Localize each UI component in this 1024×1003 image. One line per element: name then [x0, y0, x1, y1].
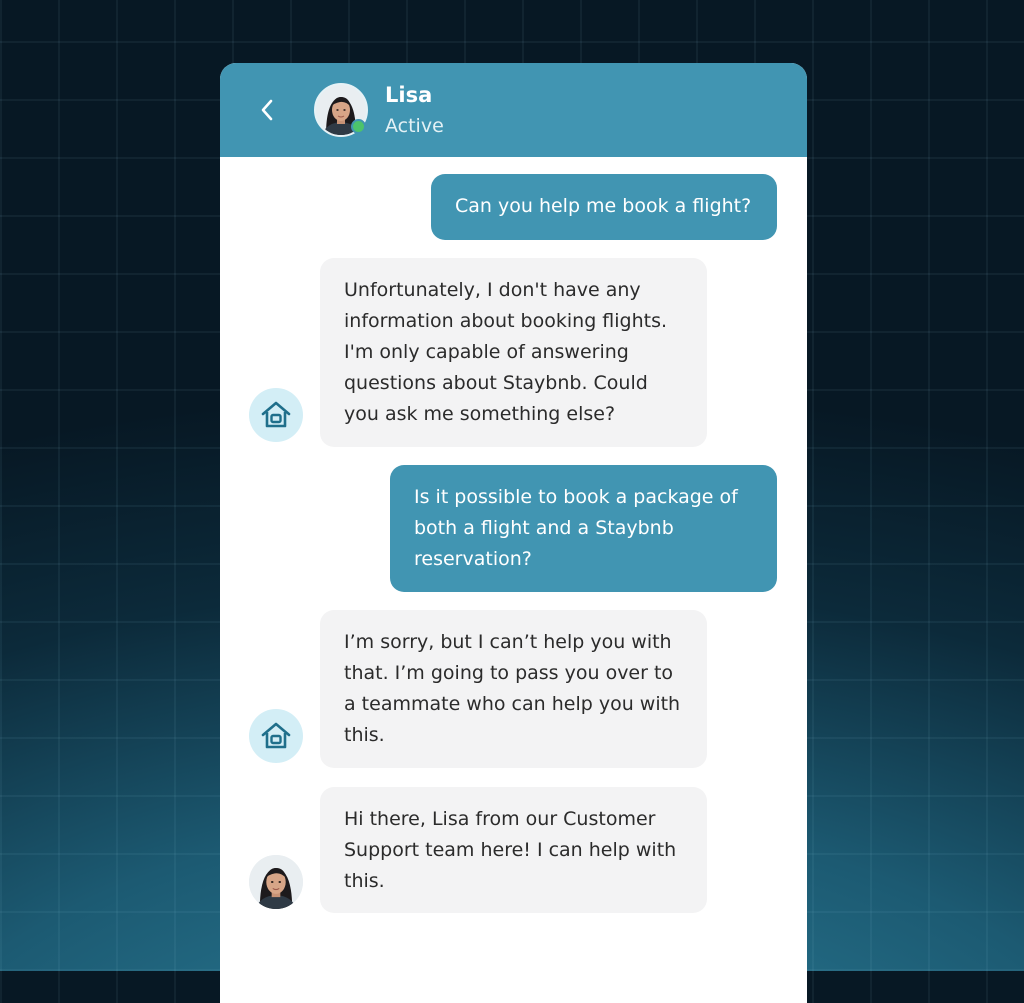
user-message-bubble: [431, 174, 777, 240]
message-line: a teammate who can help you with: [344, 693, 681, 715]
agent-message-bubble: [320, 787, 707, 913]
house-logo-icon: [259, 719, 293, 753]
user-message-bubble: [390, 465, 777, 592]
message-line: I'm only capable of answering: [344, 341, 629, 363]
message-line: both a flight and a Staybnb: [414, 517, 674, 539]
agent-name: Lisa: [385, 83, 433, 107]
chat-header: [220, 63, 807, 157]
message-line: Hi there, Lisa from our Customer: [344, 808, 656, 830]
online-status-dot: [351, 119, 366, 134]
agent-status: Active: [385, 115, 444, 137]
chevron-left-icon: [259, 98, 275, 122]
bot-avatar: [249, 709, 303, 763]
message-line: Is it possible to book a package of: [414, 486, 738, 508]
message-line: questions about Staybnb. Could: [344, 372, 648, 394]
message-line: I’m sorry, but I can’t help you with: [344, 631, 672, 653]
message-line: Support team here! I can help with: [344, 839, 677, 861]
message-line: this.: [344, 870, 385, 892]
message-line: this.: [344, 724, 385, 746]
agent-avatar[interactable]: [314, 83, 368, 137]
message-line: you ask me something else?: [344, 403, 616, 425]
bot-message-bubble: [320, 258, 707, 447]
message-line: reservation?: [414, 548, 532, 570]
agent-message-avatar: [249, 855, 303, 909]
message-line: that. I’m going to pass you over to: [344, 662, 674, 684]
back-button[interactable]: [252, 93, 282, 127]
bot-avatar: [249, 388, 303, 442]
chat-window: [220, 63, 807, 1003]
message-line: Unfortunately, I don't have any: [344, 279, 641, 301]
message-line: Can you help me book a flight?: [455, 195, 752, 217]
person-portrait-icon: [249, 855, 303, 909]
house-logo-icon: [259, 398, 293, 432]
bot-message-bubble: [320, 610, 707, 768]
message-line: information about booking flights.: [344, 310, 668, 332]
